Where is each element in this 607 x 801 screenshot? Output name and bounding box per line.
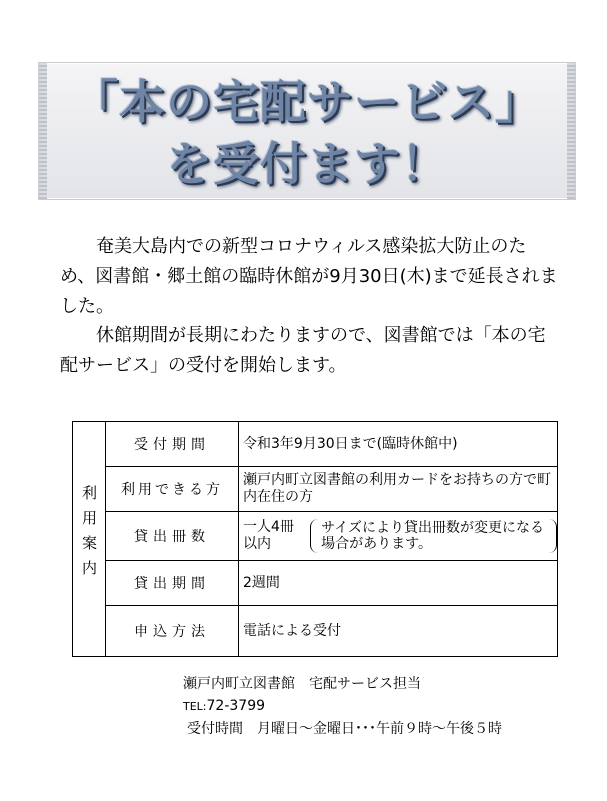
title-line-2: を受付ます！ xyxy=(166,137,448,191)
row-label-eligible: 利用できる方 xyxy=(106,467,239,512)
row-value-count: 一人4冊以内 xyxy=(243,519,294,552)
contact-hours: 受付時間 月曜日～金曜日･･･午前９時～午後５時 xyxy=(187,721,502,737)
table-row-period xyxy=(73,422,558,467)
tel-number: 72-3799 xyxy=(206,698,266,714)
usage-info-table xyxy=(72,421,558,657)
row-value-count-cell xyxy=(239,512,558,561)
count-value-wrap xyxy=(243,519,557,553)
table-row-count xyxy=(73,512,558,561)
side-label: 利用案内 xyxy=(80,484,98,585)
tel-prefix: TEL: xyxy=(183,700,207,713)
row-value-period: 令和3年9月30日まで(臨時休館中) xyxy=(239,422,558,467)
row-value-loan-period: 2週間 xyxy=(239,561,558,606)
row-value-eligible: 瀬戸内町立図書館の利用カードをお持ちの方で町内在住の方 xyxy=(239,467,558,512)
contact-tel xyxy=(183,695,502,718)
title-banner xyxy=(38,62,576,200)
count-note: サイズにより貸出冊数が変更になる場合があります。 xyxy=(310,519,557,553)
table-row-loan-period xyxy=(73,561,558,606)
title-line-1: 「本の宅配サービス」 xyxy=(72,75,542,129)
side-label-cell xyxy=(73,422,106,657)
notice-paragraph-2: 休館期間が長期にわたりますので、図書館では「本の宅配サービス」の受付を開始します。 xyxy=(60,325,546,376)
contact-department: 瀬戸内町立図書館 宅配サービス担当 xyxy=(183,676,421,692)
row-label-period: 受付期間 xyxy=(106,422,239,467)
table-row-apply xyxy=(73,606,558,657)
row-label-loan-period: 貸出期間 xyxy=(106,561,239,606)
row-label-apply: 申込方法 xyxy=(106,606,239,657)
contact-block xyxy=(183,673,502,740)
notice-paragraph-1: 奄美大島内での新型コロナウィルス感染拡大防止のため、図書館・郷土館の臨時休館が9月30日(木)まで延長されました。 xyxy=(60,236,558,317)
table-row-eligible xyxy=(73,467,558,512)
row-value-apply: 電話による受付 xyxy=(239,606,558,657)
row-label-count: 貸出冊数 xyxy=(106,512,239,561)
